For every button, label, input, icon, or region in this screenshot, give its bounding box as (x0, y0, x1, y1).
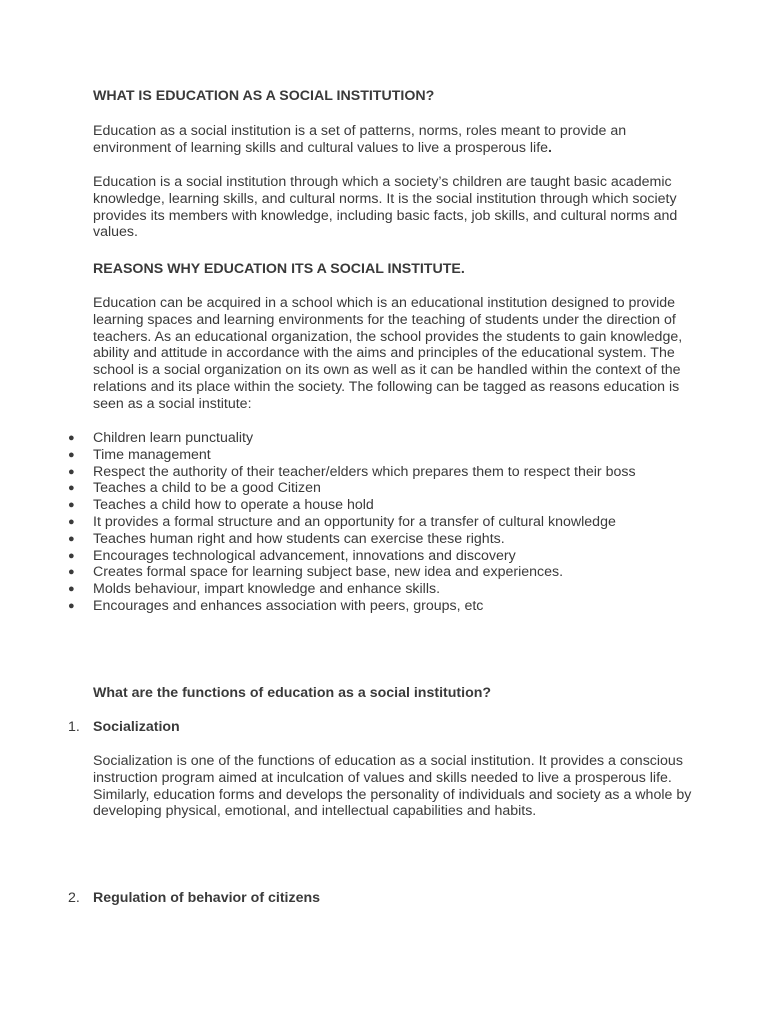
list-item (0, 514, 663, 531)
item-title: Regulation of behavior of citizens (93, 890, 321, 906)
bullet-icon: ● (68, 482, 75, 495)
paragraph-socialization: Socialization is one of the functions of education as a social institution. It provides a conscious instruction program aimed at inculcation of values and skills needed to live a prosperous life. Similarly, education forms and develops the personality of individuals and society as a whole by developing physical, emotional, and intellectual capabilities and habits. (93, 753, 692, 820)
bullet-icon: ● (68, 432, 75, 444)
list-item-text: Molds behaviour, impart knowledge and enhance skills. (93, 581, 441, 598)
item-number: 2. (68, 890, 80, 906)
heading-reasons: REASONS WHY EDUCATION ITS A SOCIAL INSTITUTE. (93, 261, 465, 277)
list-item (0, 430, 663, 447)
paragraph-definition-text: Education as a social institution is a set of patterns, norms, roles meant to provide an environment of learning skills and cultural values to live a prosperous life (93, 123, 627, 156)
paragraph-definition-period: . (548, 139, 552, 156)
reasons-list (0, 430, 720, 615)
paragraph-social-institution: Education is a social institution through which a society’s children are taught basic academic knowledge, learning skills, and cultural norms. It is the social institution through which society provides its members with knowledge, including basic facts, job skills, and cultural norms and values. (93, 174, 678, 241)
list-item-text: It provides a formal structure and an opportunity for a transfer of cultural knowledge (93, 513, 616, 530)
numbered-item-regulation (68, 890, 320, 907)
paragraph-definition (93, 123, 693, 157)
bullet-icon: ● (68, 549, 75, 562)
bullet-icon: ● (68, 515, 75, 528)
list-item (0, 497, 663, 514)
list-item-text: Teaches a child to be a good Citizen (93, 480, 321, 497)
list-item-text: Encourages technological advancement, innovations and discovery (93, 547, 516, 564)
bullet-icon: ● (68, 499, 75, 512)
list-item (0, 531, 663, 548)
bullet-icon: ● (68, 532, 75, 545)
list-item-text: Encourages and enhances association with peers, groups, etc (93, 597, 484, 614)
item-number: 1. (68, 719, 80, 735)
list-item-text: Creates formal space for learning subject base, new idea and experiences. (93, 564, 564, 581)
list-item-text: Teaches a child how to operate a house hold (93, 497, 374, 514)
heading-functions: What are the functions of education as a social institution? (93, 685, 492, 701)
list-item-text: Respect the authority of their teacher/elders which prepares them to respect their boss (93, 463, 636, 480)
list-item (0, 564, 663, 581)
list-item-text: Teaches human right and how students can exercise these rights. (93, 530, 505, 547)
list-item (0, 447, 663, 464)
bullet-icon: ● (68, 583, 75, 596)
numbered-item-socialization (68, 719, 180, 736)
list-item (0, 464, 663, 481)
bullet-icon: ● (68, 465, 75, 478)
list-item (0, 581, 663, 598)
item-title: Socialization (93, 719, 180, 735)
bullet-icon: ● (68, 599, 75, 612)
heading-what-is-education: WHAT IS EDUCATION AS A SOCIAL INSTITUTION? (93, 88, 435, 104)
bullet-icon: ● (68, 448, 75, 461)
list-item (0, 480, 663, 497)
list-item-text: Time management (93, 446, 211, 463)
bullet-icon: ● (68, 566, 75, 579)
list-item-text: Children learn punctuality (93, 430, 254, 446)
list-item (0, 548, 663, 565)
list-item (0, 598, 663, 615)
paragraph-school: Education can be acquired in a school which is an educational institution designed to provide learning spaces and learning environments for the teaching of students under the direction of teachers. As an educational organization, the school provides the students to gain knowledge, ability and attitude in accordance with the aims and principles of the educational system. The school is a social organization on its own as well as it can be handled within the context of the relations and its place within the society. The following can be tagged as reasons education is seen as a social institute: (93, 295, 683, 412)
